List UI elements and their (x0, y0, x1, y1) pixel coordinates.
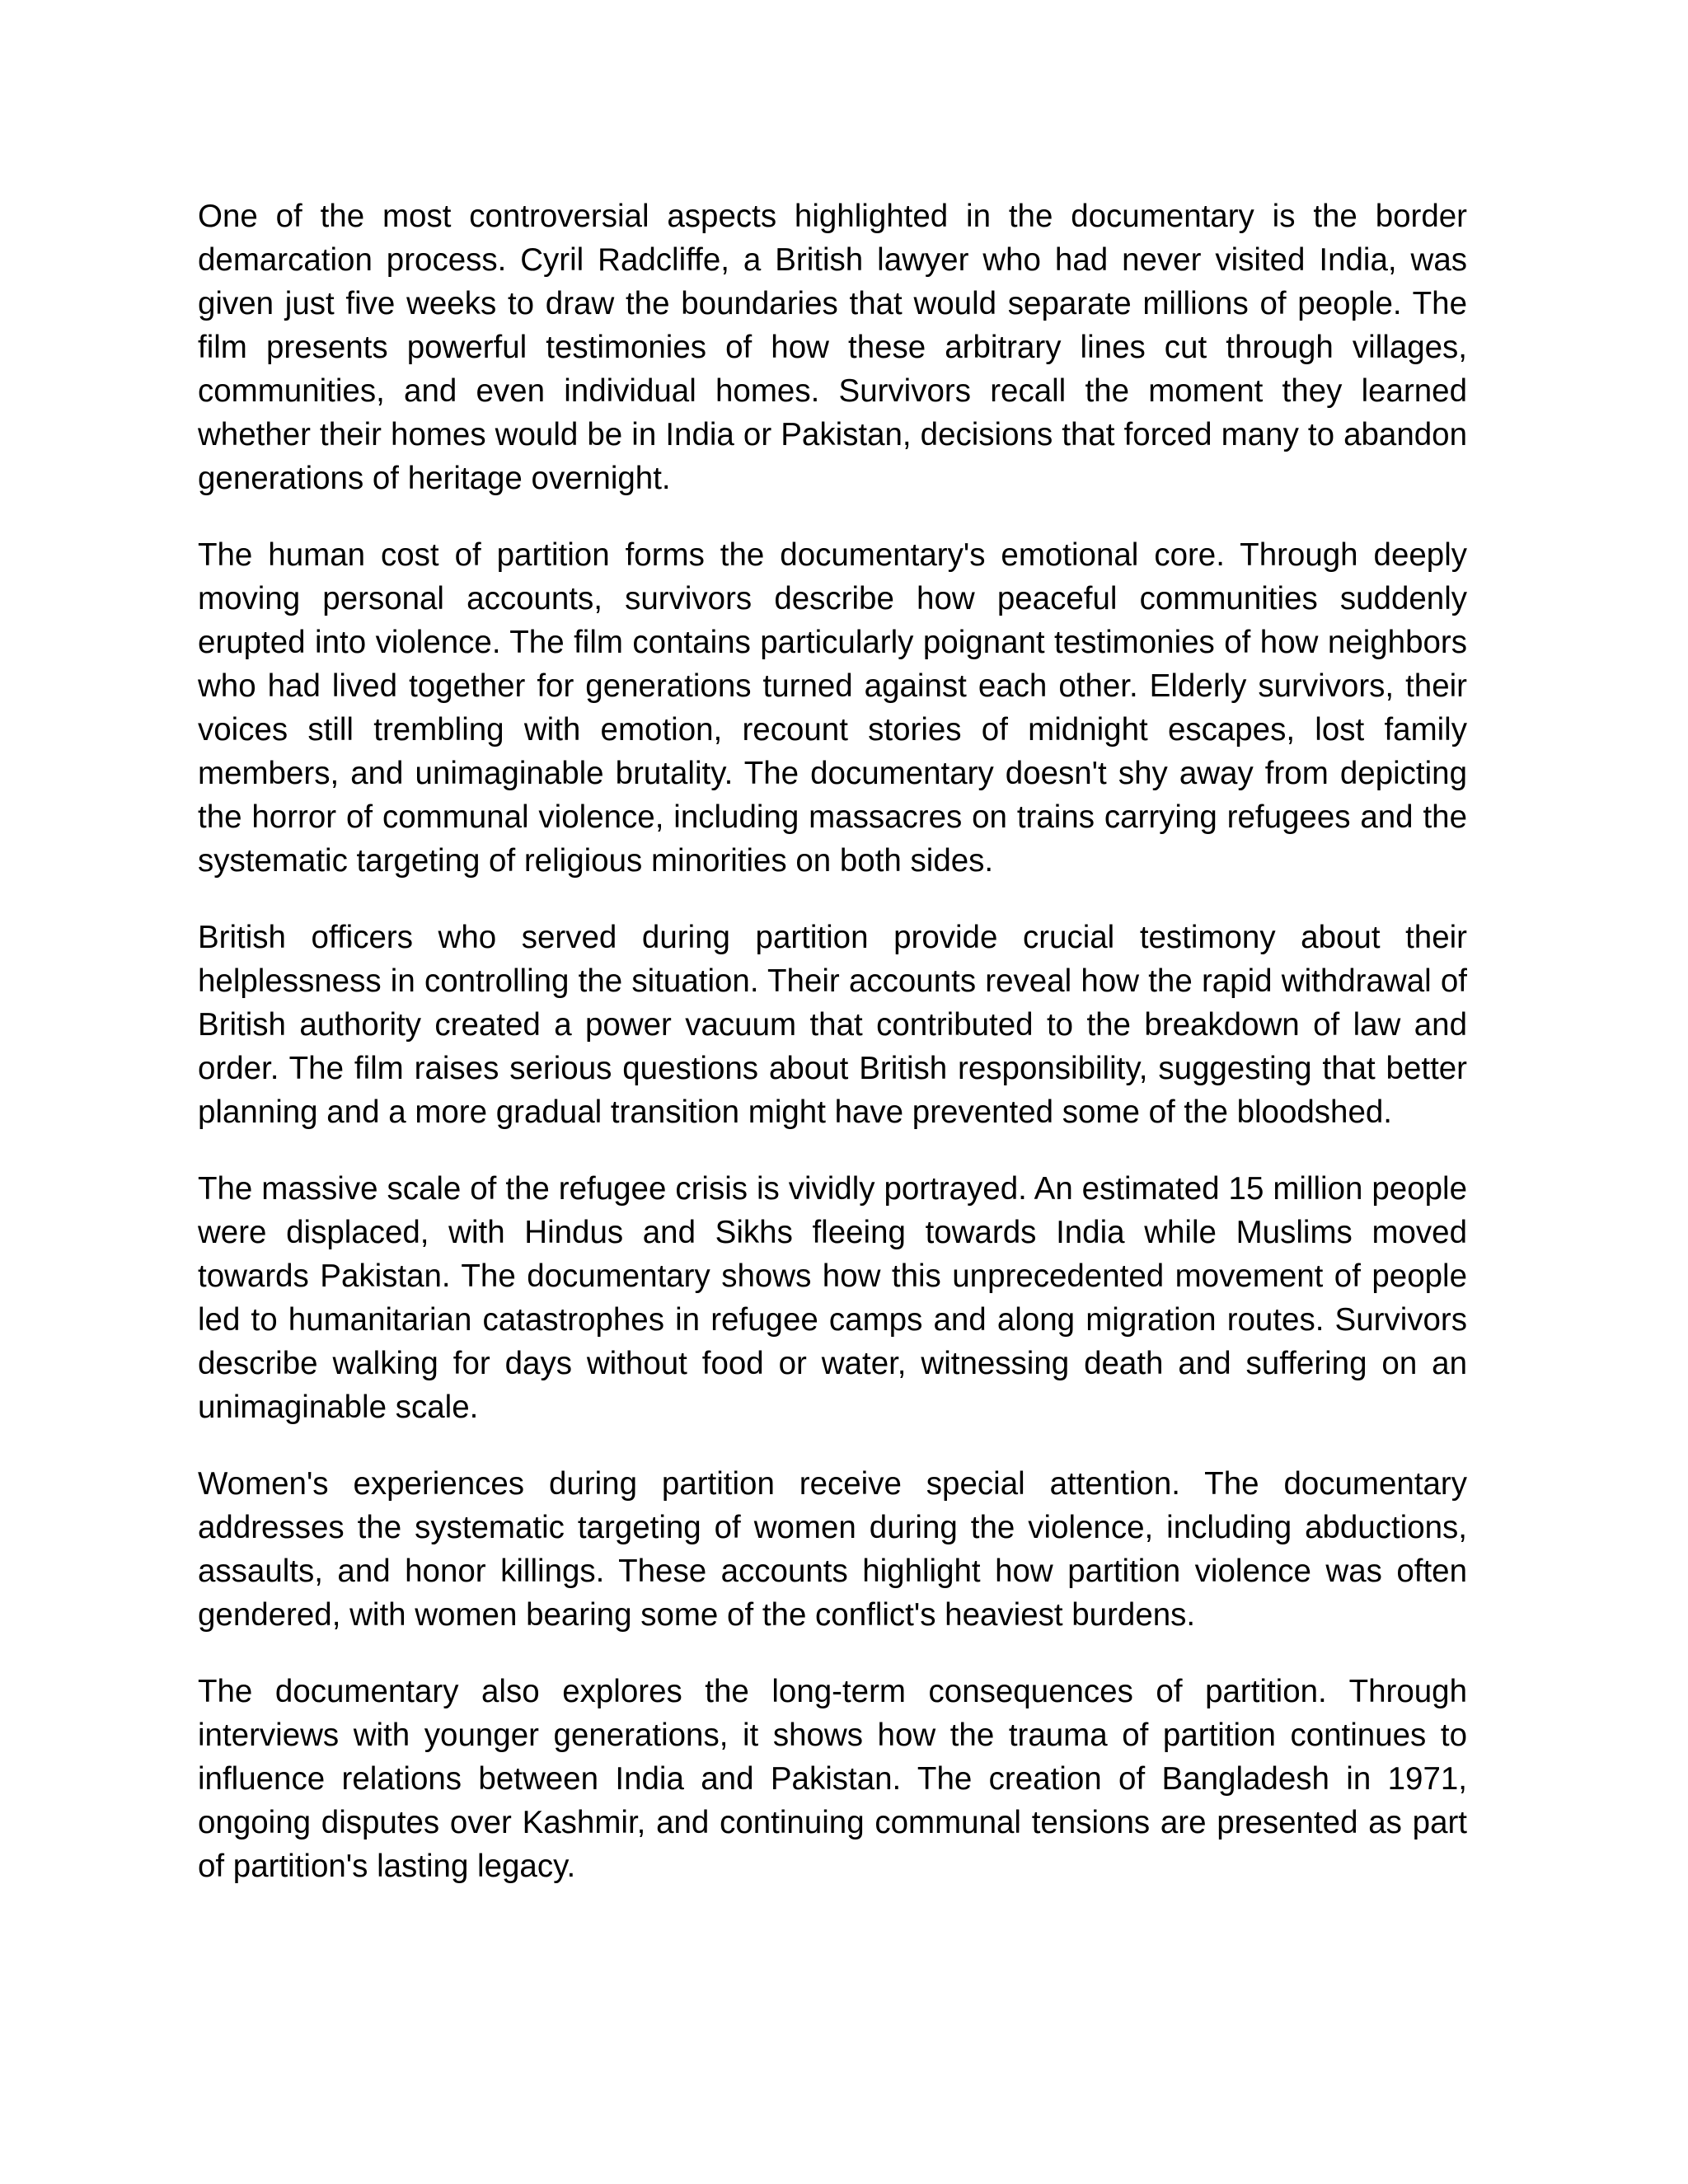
paragraph-womens-experiences: Women's experiences during partition receive special attention. The documentary addresses the systematic targeting of women during the violence, including abductions, assaults, and honor killings. These accounts highlight how partition violence was often gendered, with women bearing some of the conflict's heaviest burdens. (198, 1466, 1467, 1633)
paragraph-british-officers: British officers who served during partition provide crucial testimony about their helplessness in controlling the situation. Their accounts reveal how the rapid withdrawal of British authority created a power vacuum that contributed to the breakdown of law and order. The film raises serious questions about British responsibility, suggesting that better planning and a more gradual transition might have prevented some of the bloodshed. (198, 920, 1467, 1130)
paragraph-long-term-consequences: The documentary also explores the long-term consequences of partition. Through interviews with younger generations, it shows how the trauma of partition continues to influence relations between India and Pakistan. The creation of Bangladesh in 1971, ongoing disputes over Kashmir, and continuing communal tensions are presented as part of partition's lasting legacy. (198, 1674, 1467, 1884)
paragraph-border-demarcation: One of the most controversial aspects highlighted in the documentary is the border demarcation process. Cyril Radcliffe, a British lawyer who had never visited India, was given just five weeks to draw the boundaries that would separate millions of people. The film presents powerful testimonies of how these arbitrary lines cut through villages, communities, and even individual homes. Survivors recall the moment they learned whether their homes would be in India or Pakistan, decisions that forced many to abandon generations of heritage overnight. (198, 199, 1467, 496)
document-body (198, 194, 1467, 1921)
paragraph-refugee-crisis: The massive scale of the refugee crisis is vividly portrayed. An estimated 15 million people were displaced, with Hindus and Sikhs fleeing towards India while Muslims moved towards Pakistan. The documentary shows how this unprecedented movement of people led to humanitarian catastrophes in refugee camps and along migration routes. Survivors describe walking for days without food or water, witnessing death and suffering on an unimaginable scale. (198, 1171, 1467, 1425)
paragraph-human-cost: The human cost of partition forms the documentary's emotional core. Through deeply moving personal accounts, survivors describe how peaceful communities suddenly erupted into violence. The film contains particularly poignant testimonies of how neighbors who had lived together for generations turned against each other. Elderly survivors, their voices still trembling with emotion, recount stories of midnight escapes, lost family members, and unimaginable brutality. The documentary doesn't shy away from depicting the horror of communal violence, including massacres on trains carrying refugees and the systematic targeting of religious minorities on both sides. (198, 537, 1467, 879)
